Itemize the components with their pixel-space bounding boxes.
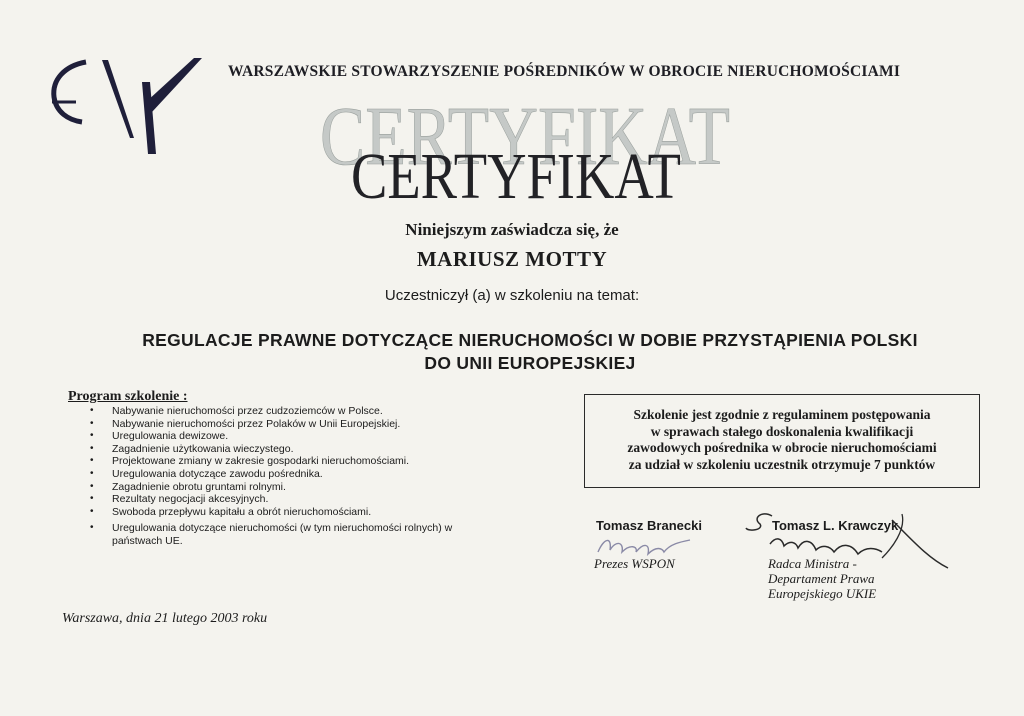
list-item: • Nabywanie nieruchomości przez cudzoziemców w Polsce. bbox=[90, 405, 560, 418]
watermark-text: CERTYFIKAT bbox=[320, 90, 730, 180]
certificate-title bbox=[346, 128, 686, 208]
points-line: w sprawach stałego doskonalenia kwalifikacji bbox=[650, 423, 914, 439]
list-item: • Projektowane zmiany w zakresie gospodarki nieruchomościami. bbox=[90, 455, 560, 468]
list-item: • Zagadnienie użytkowania wieczystego. bbox=[90, 443, 560, 456]
list-item: • Nabywanie nieruchomości przez Polaków w Unii Europejskiej. bbox=[90, 418, 560, 431]
points-line: za udział w szkoleniu uczestnik otrzymuje 7 punktów bbox=[628, 456, 936, 472]
list-item-continuation: państwach UE. bbox=[112, 534, 183, 547]
recipient-name: MARIUSZ MOTTY bbox=[416, 247, 608, 271]
signatory-1-role bbox=[594, 556, 675, 571]
role-line: Europejskiego UKIE bbox=[768, 586, 877, 601]
training-topic bbox=[50, 329, 1010, 375]
topic-line-1: REGULACJE PRAWNE DOTYCZĄCE NIERUCHOMOŚCI W DOBIE PRZYSTĄPIENIA POLSKI bbox=[142, 330, 918, 350]
list-item: • Zagadnienie obrotu gruntami rolnymi. bbox=[90, 481, 560, 494]
role-line: Departament Prawa bbox=[768, 571, 875, 586]
role-line: Radca Ministra - bbox=[768, 556, 857, 571]
organization-name: WARSZAWSKIE STOWARZYSZENIE POŚREDNIKÓW W OBROCIE NIERUCHOMOŚCIAMI bbox=[228, 63, 901, 80]
wspon-logo-icon bbox=[42, 42, 212, 162]
topic-line-2: DO UNII EUROPEJSKIEJ bbox=[424, 353, 636, 373]
place-date: Warszawa, dnia 21 lutego 2003 roku bbox=[62, 611, 268, 626]
points-info-box bbox=[584, 394, 980, 488]
certificate-title-text: CERTYFIKAT bbox=[351, 140, 681, 208]
intro-text: Niniejszym zaświadcza się, że bbox=[405, 220, 619, 239]
list-item: • Swoboda przepływu kapitału a obrót nieruchomościami. bbox=[90, 506, 560, 519]
program-list bbox=[90, 405, 560, 548]
signatory-1-name: Tomasz Branecki bbox=[596, 518, 702, 533]
signatory-2-name: Tomasz L. Krawczyk bbox=[772, 518, 899, 533]
list-item: • Uregulowania dotyczące nieruchomości (w tym nieruchomości rolnych) w bbox=[90, 522, 560, 535]
signatory-2-role bbox=[768, 556, 876, 601]
role-line: Prezes WSPON bbox=[594, 556, 675, 571]
participation-text: Uczestniczył (a) w szkoleniu na temat: bbox=[384, 287, 640, 304]
list-item: • Rezultaty negocjacji akcesyjnych. bbox=[90, 493, 560, 506]
list-item: • Uregulowania dotyczące zawodu pośrednika. bbox=[90, 468, 560, 481]
points-line: zawodowych pośrednika w obrocie nieruchomościami bbox=[627, 440, 937, 455]
program-heading: Program szkolenie : bbox=[68, 389, 188, 404]
list-item: • Uregulowania dewizowe. bbox=[90, 430, 560, 443]
points-line: Szkolenie jest zgodnie z regulaminem postępowania bbox=[633, 407, 931, 422]
